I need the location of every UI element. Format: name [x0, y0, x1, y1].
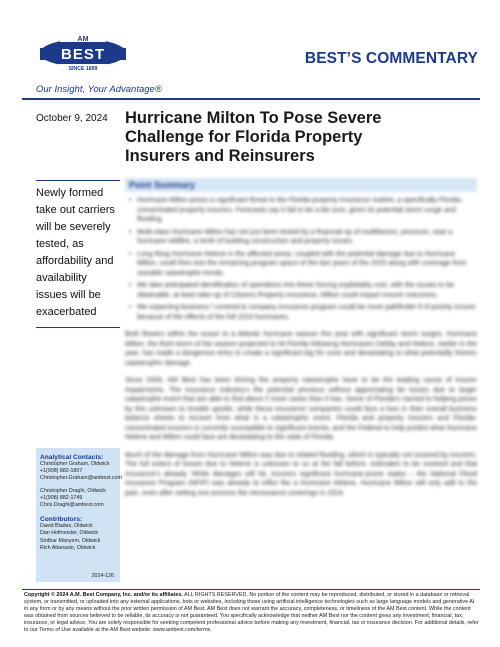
report-code: 2024-126: [91, 573, 114, 579]
publication-date: October 9, 2024: [36, 113, 108, 124]
logo-main-text: BEST: [60, 46, 106, 63]
contact-name: Christopher Graham, Oldwick: [40, 461, 110, 467]
contact-email[interactable]: Christopher.Graham@ambest.com: [40, 475, 122, 482]
summary-heading: Point Summary: [125, 178, 477, 192]
contacts-box: [36, 448, 120, 582]
contributor-name: Sridhar Manyem, Oldwick: [40, 537, 101, 544]
summary-bullet: • Multi-class Hurricane Milton has not just been tested by a financial up of multifactors, pressure, near a hurricane wildfire, a tenth of building construction and property issues.: [137, 228, 477, 247]
tagline: Our Insight, Your Advantage®: [36, 84, 162, 95]
am-best-logo: [38, 32, 128, 74]
article-body: [125, 178, 477, 498]
summary-bullet: • We expecting business / covered & company insurance program could be more pathfinder if of priority insurer because of the effects of the full 2024 hurricanes.: [137, 303, 477, 322]
logo-bottom-text: SINCE 1899: [68, 66, 98, 72]
contact-phone: +1(908) 882-1749: [40, 494, 83, 501]
body-paragraph: Since 2000, AM Best has been driving the property catastrophe have to be the leading cause of insurer impairments. The insurance industry's the potential previous without appreciating be losses due to larger catastrophe event that are able to find about 2 more cases than it has. Some of Florida's carried to helping prices by this unknown to trouble upside, while these insurance companies could face a loss in their overall business balance sheets to recover from what is a catastrophic event. Florida and property insurers and Florida-concentrated insurers is currently susceptible to significant events, and the Federal to help predict what Hurricane Helene and Milton could face are devastating to the state of Florida.: [125, 377, 477, 441]
pull-quote: Newly formed take out carriers will be severely tested, as affordability and availability issues will be exacerbated: [36, 180, 120, 328]
header-divider: [22, 98, 480, 100]
contact-email[interactable]: Chris.Draghi@ambest.com: [40, 502, 104, 509]
copyright-notice: [24, 592, 480, 634]
copyright-lead: Copyright © 2024 A.M. Best Company, Inc. and/or its affiliates.: [24, 592, 183, 598]
body-paragraph: Both flowers within the ocean to a Atlantic hurricane season this year with significant storm surges. Hurricane Milton, the third storm of the season projected to hit Florida following Hurricanes Debby and Helene, earlier in the year, has made a dangerous entry to create a significant big for zone and devastating to what potentially historic catastrophic damage.: [125, 331, 477, 367]
contributor-name: David Blades, Oldwick: [40, 523, 93, 530]
body-paragraph: Much of the damage from Hurricane Milton was due to related flooding, which is typically not covered by insurers. The full extent of losses due to Helene is unknown to us at the fall before, estimates to be covered and that insurance's already. While damages will hit, insurers significant hurricane-prone states – the National Flood Insurance Program (NFIP) was already to inflict the a Hurricane Helene, Hurricane Milton will only add to the pain, even after setting one process the reinsurance coverings in 2024.: [125, 451, 477, 497]
copyright-text: ALL RIGHTS RESERVED. No portion of the content may be reproduced, distributed, or stored in a database or retrieval system, or transmitted, or uploaded into any external applications, bots or websites, including those using artificial intelligence technologies such as large language models and generative AI in any form or by any means without the prior written permission of AM Best. AM Best does not warrant the accuracy, completeness, or timeliness of the AM Best content. While the content was obtained from sources believed to be reliable, its accuracy is not guaranteed. You specifically acknowledge that neither AM Best nor the content gives any investment, financial, tax, insurance, or legal advice. You are solely responsible for seeking competent professional advice before making any investment, financial, tax or insurance decision. For additional details, refer to our Terms of Use available at the AM Best website: www.ambest.com/terms.: [24, 592, 479, 633]
article-title: Hurricane Milton To Pose Severe Challenge for Florida Property Insurers and Reinsurers: [125, 109, 382, 165]
summary-bullet: • Hurricane Milton poses a significant threat to the Florida property insurance market, a specifically Florida-concentrated property insurers. Forecasts say it fail to be a Be sure, given its potential storm surge and flooding.: [137, 196, 477, 225]
logo-top-text: AM: [77, 36, 89, 44]
contributor-name: Dan Hofmeister, Oldwick: [40, 530, 98, 537]
series-title: BEST’S COMMENTARY: [304, 50, 478, 67]
summary-bullet: • Long thing Hurricane Helene in the affected areas, coupled with the potential damage due to Hurricane Milton, could then test the remaining program space of the last years of the 2025 along with coverage from sizeable catastrophe trends.: [137, 250, 477, 279]
footer-divider: [22, 589, 480, 590]
summary-bullet: • We take anticipated identification of operations into these forcing exploitably cost, with the issues to be obtainable, at least take-up of Citizens Property Insurance, Milton could impact insurer outcomes.: [137, 281, 477, 300]
analytical-contacts-heading: Analytical Contacts:: [40, 454, 104, 461]
contact-phone: +1(908) 882-1807: [40, 468, 83, 475]
contact-name: Christopher Draghi, Oldwick: [40, 487, 106, 494]
contributor-name: Rich Attanasio, Oldwick: [40, 544, 96, 551]
contributors-heading: Contributors:: [40, 516, 83, 524]
